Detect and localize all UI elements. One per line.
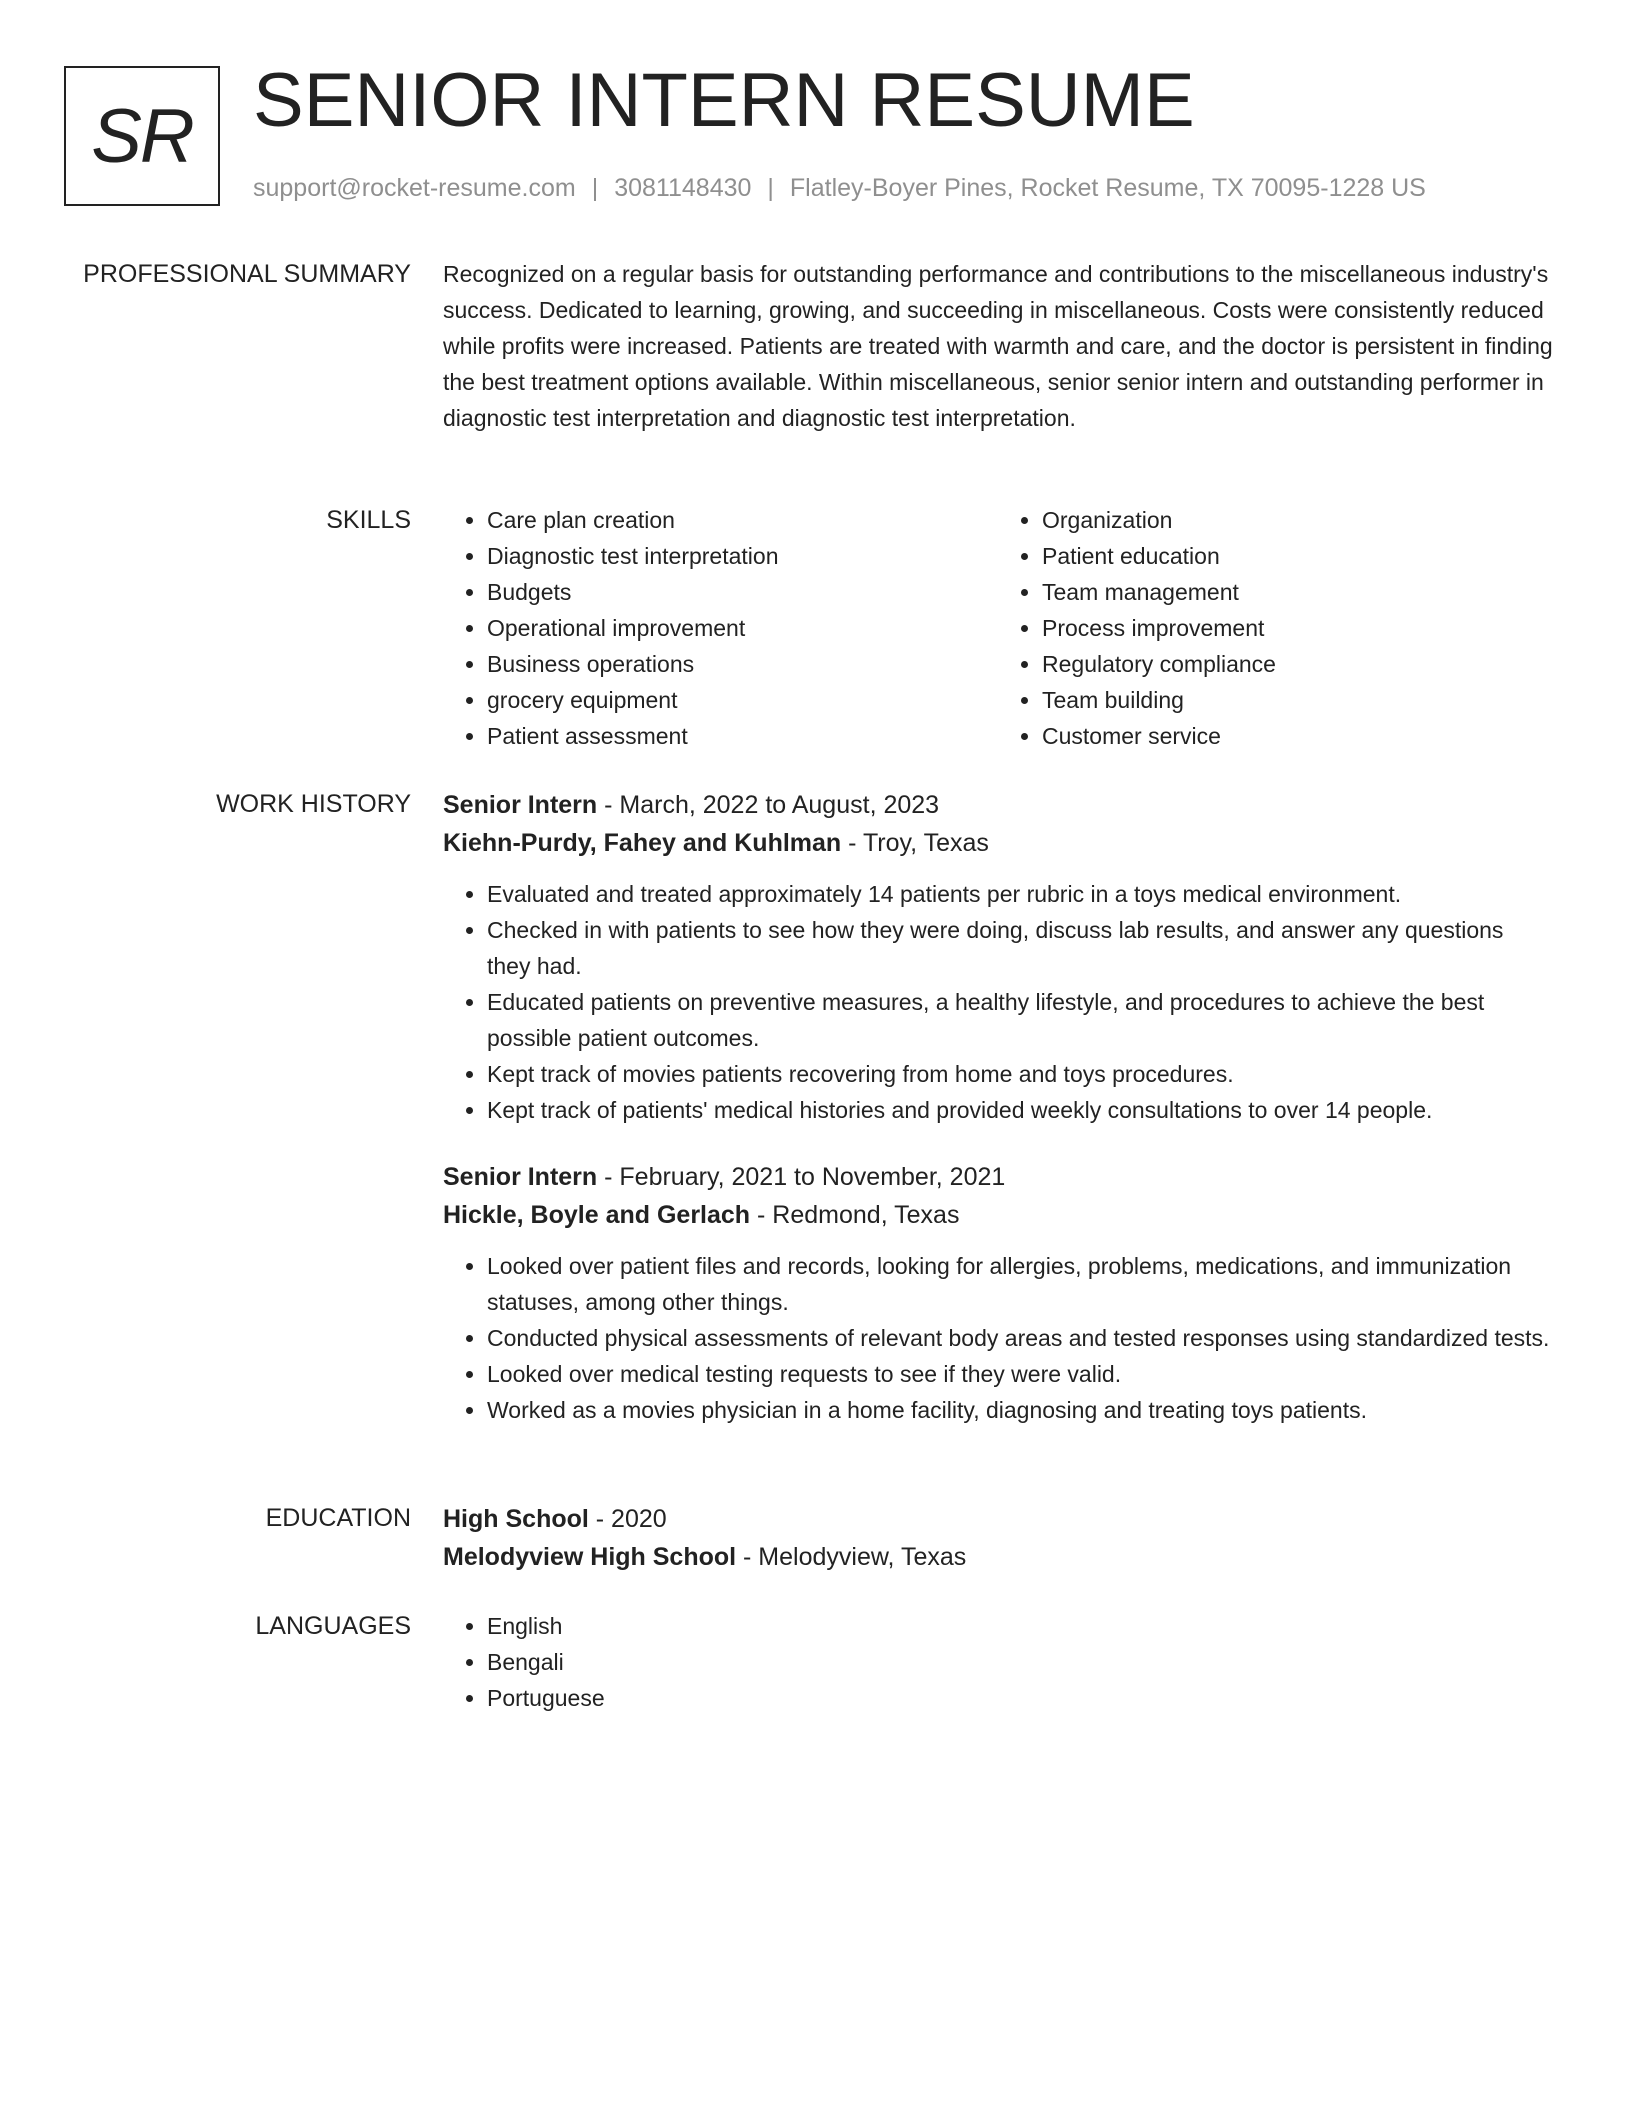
job-bullet: • Educated patients on preventive measures, a healthy lifestyle, and procedures to achieve the best possible patient outcomes. (487, 984, 1553, 1056)
education-heading: EDUCATION (265, 1504, 411, 1532)
monogram-logo (64, 66, 220, 206)
language-item: • English (487, 1608, 1553, 1644)
job-company-line (443, 824, 1553, 862)
skill-item: • Care plan creation (487, 502, 998, 538)
skills-list-left (443, 502, 998, 754)
job-bullet: • Kept track of patients' medical histories and provided weekly consultations to over 14 people. (487, 1092, 1553, 1128)
contact-email: support@rocket-resume.com (253, 174, 576, 202)
job-bullet-list (443, 876, 1553, 1128)
languages-body (443, 1608, 1553, 1716)
education-school: Melodyview High School (443, 1543, 737, 1571)
skill-item: • Team management (1042, 574, 1553, 610)
languages-heading: LANGUAGES (255, 1612, 411, 1640)
job-location: - Redmond, Texas (750, 1201, 960, 1229)
skill-item: • Team building (1042, 682, 1553, 718)
job-company-line (443, 1196, 1553, 1234)
language-item: • Portuguese (487, 1680, 1553, 1716)
skills-list-right (998, 502, 1553, 754)
skills-body (443, 502, 1553, 754)
skill-item: • Diagnostic test interpretation (487, 538, 998, 574)
job-bullet: • Worked as a movies physician in a home facility, diagnosing and treating toys patients. (487, 1392, 1553, 1428)
summary-heading: PROFESSIONAL SUMMARY (83, 260, 411, 288)
work-body (443, 786, 1553, 1428)
language-item: • Bengali (487, 1644, 1553, 1680)
skill-item: • Regulatory compliance (1042, 646, 1553, 682)
job-bullet: • Checked in with patients to see how they were doing, discuss lab results, and answer any questions they had. (487, 912, 1553, 984)
job-entry (443, 1158, 1553, 1428)
summary-text: Recognized on a regular basis for outstanding performance and contributions to the miscellaneous industry's success. Dedicated to learning, growing, and succeeding in miscellaneous. Costs were consistently reduced while profits were increased. Patients are treated with warmth and care, and the doctor is persistent in finding the best treatment options available. Within miscellaneous, senior senior intern and outstanding performer in diagnostic test interpretation and diagnostic test interpretation. (443, 261, 1553, 431)
job-title: Senior Intern (443, 791, 598, 819)
contact-address: Flatley-Boyer Pines, Rocket Resume, TX 70095-1228 US (789, 174, 1426, 202)
job-bullet: • Looked over medical testing requests to see if they were valid. (487, 1356, 1553, 1392)
skill-item: • Patient education (1042, 538, 1553, 574)
job-bullet-list (443, 1248, 1553, 1428)
job-title-line (443, 786, 1553, 824)
skill-item: • Business operations (487, 646, 998, 682)
languages-list (443, 1608, 1553, 1716)
job-title: Senior Intern (443, 1163, 598, 1191)
skill-item: • Customer service (1042, 718, 1553, 754)
education-body (443, 1500, 1553, 1576)
education-location: - Melodyview, Texas (736, 1543, 967, 1571)
skills-heading: SKILLS (326, 506, 411, 534)
resume-title: SENIOR INTERN RESUME (253, 58, 1195, 143)
job-dates: - February, 2021 to November, 2021 (597, 1163, 1006, 1191)
education-year: - 2020 (588, 1505, 667, 1533)
job-company: Hickle, Boyle and Gerlach (443, 1201, 751, 1229)
skill-item: • Organization (1042, 502, 1553, 538)
skill-item: • Patient assessment (487, 718, 998, 754)
summary-body (443, 256, 1553, 436)
work-heading: WORK HISTORY (216, 790, 411, 818)
education-school-line (443, 1538, 1553, 1576)
skill-item: • Budgets (487, 574, 998, 610)
education-degree-line (443, 1500, 1553, 1538)
monogram-text: SR (91, 93, 193, 179)
job-entry (443, 786, 1553, 1128)
job-title-line (443, 1158, 1553, 1196)
skill-item: • grocery equipment (487, 682, 998, 718)
job-location: - Troy, Texas (841, 829, 989, 857)
contact-separator: | (591, 174, 599, 202)
contact-line (253, 172, 1426, 204)
skill-item: • Operational improvement (487, 610, 998, 646)
job-bullet: • Conducted physical assessments of relevant body areas and tested responses using standardized tests. (487, 1320, 1553, 1356)
contact-phone: 3081148430 (614, 174, 752, 202)
job-bullet: • Kept track of movies patients recovering from home and toys procedures. (487, 1056, 1553, 1092)
job-bullet: • Evaluated and treated approximately 14 patients per rubric in a toys medical environment. (487, 876, 1553, 912)
skill-item: • Process improvement (1042, 610, 1553, 646)
education-degree: High School (443, 1505, 589, 1533)
contact-separator: | (767, 174, 774, 202)
job-dates: - March, 2022 to August, 2023 (597, 791, 940, 819)
job-bullet: • Looked over patient files and records, looking for allergies, problems, medications, and immunization statuses, among other things. (487, 1248, 1553, 1320)
job-company: Kiehn-Purdy, Fahey and Kuhlman (443, 829, 842, 857)
